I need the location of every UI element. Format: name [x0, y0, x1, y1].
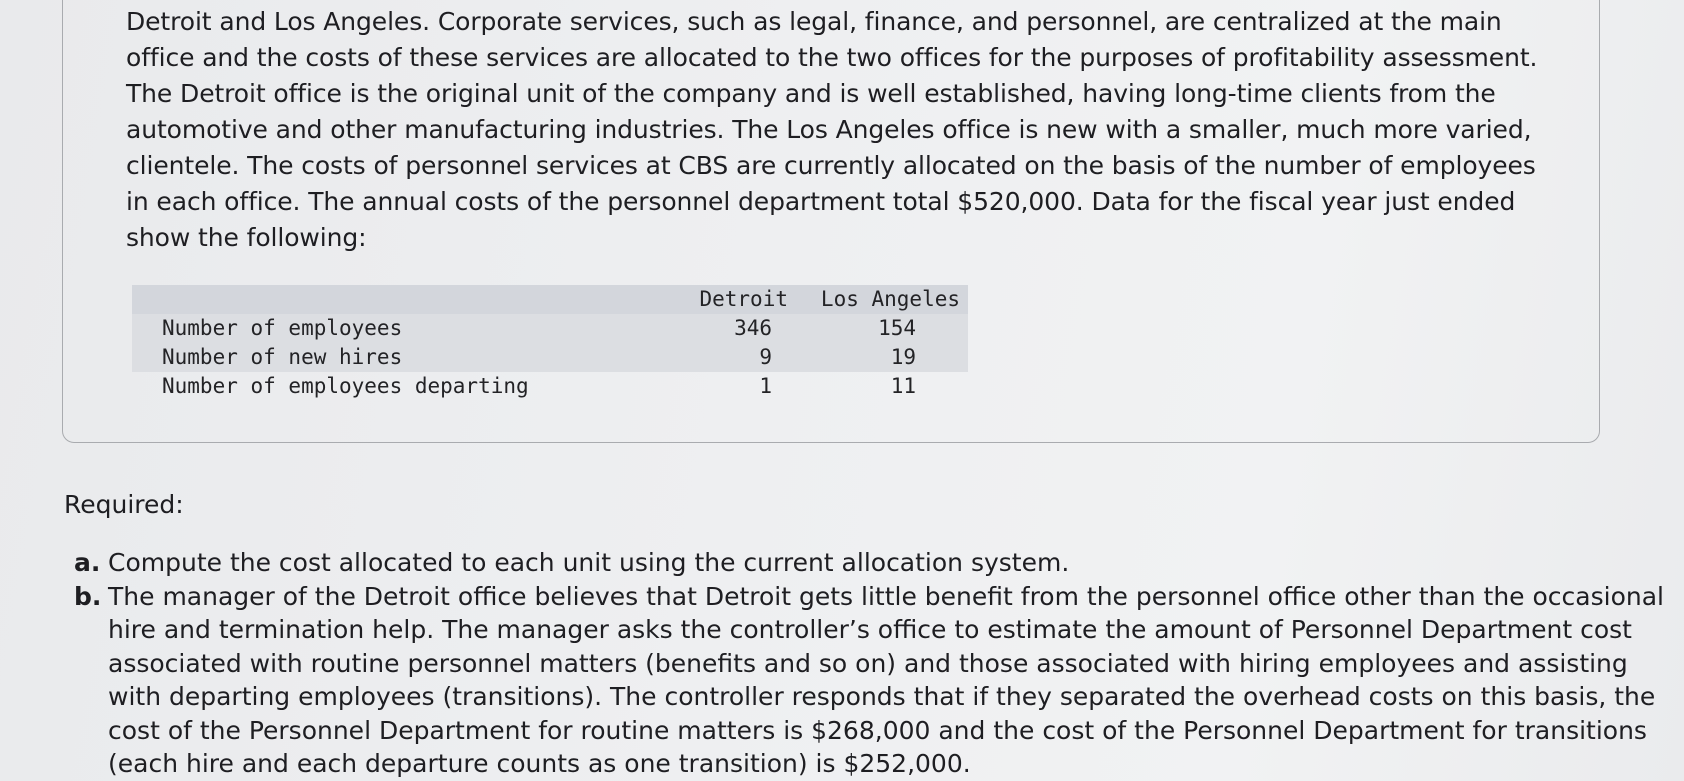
part-text: The manager of the Detroit office believes that Detroit gets little benefit from the personnel office other than the occasional hire and termination help. The manager asks the controller’s office to estimate the amount of Personnel Department cost associated with routine personnel matters (benefits and so on) and those associated with hiring employees and assisting with departing employees (transitions). The controller responds that if they separated the overhead costs on this basis, the cost of the Personnel Department for routine matters is $268,000 and the cost of the Personnel Department for transitions (each hire and each departure counts as one transition) is $252,000.	[108, 581, 1664, 778]
part-a	[64, 546, 1674, 580]
row-label: Number of new hires	[162, 345, 403, 369]
los-angeles-value: 19	[890, 345, 916, 369]
required-heading: Required:	[64, 490, 184, 519]
part-letter: a.	[74, 548, 101, 577]
required-parts-list	[64, 546, 1674, 781]
header-detroit: Detroit	[699, 287, 788, 311]
header-los-angeles: Los Angeles	[820, 287, 960, 311]
intro-paragraph: Detroit and Los Angeles. Corporate services, such as legal, finance, and personnel, are centralized at the main office and the costs of these services are allocated to the two offices for the purposes of profitability assessment. The Detroit office is the original unit of the company and is well established, having long-time clients from the automotive and other manufacturing industries. The Los Angeles office is new with a smaller, much more varied, clientele. The costs of personnel services at CBS are currently allocated on the basis of the number of employees in each office. The annual costs of the personnel department total $520,000. Data for the fiscal year just ended show the following:	[126, 7, 1538, 252]
row-label: Number of employees departing	[162, 374, 529, 398]
row-label: Number of employees	[162, 316, 403, 340]
detroit-value: 346	[734, 316, 772, 340]
table-row	[132, 343, 968, 372]
table-row	[132, 372, 968, 401]
los-angeles-value: 11	[890, 374, 916, 398]
header-blank	[132, 285, 662, 314]
part-text: Compute the cost allocated to each unit using the current allocation system.	[108, 548, 1070, 577]
los-angeles-value: 154	[878, 316, 916, 340]
table-header-row	[132, 285, 968, 314]
detroit-value: 1	[759, 374, 772, 398]
table-row	[132, 314, 968, 343]
detroit-value: 9	[759, 345, 772, 369]
part-b	[64, 580, 1674, 781]
part-letter: b.	[74, 581, 102, 611]
data-table	[132, 285, 968, 401]
